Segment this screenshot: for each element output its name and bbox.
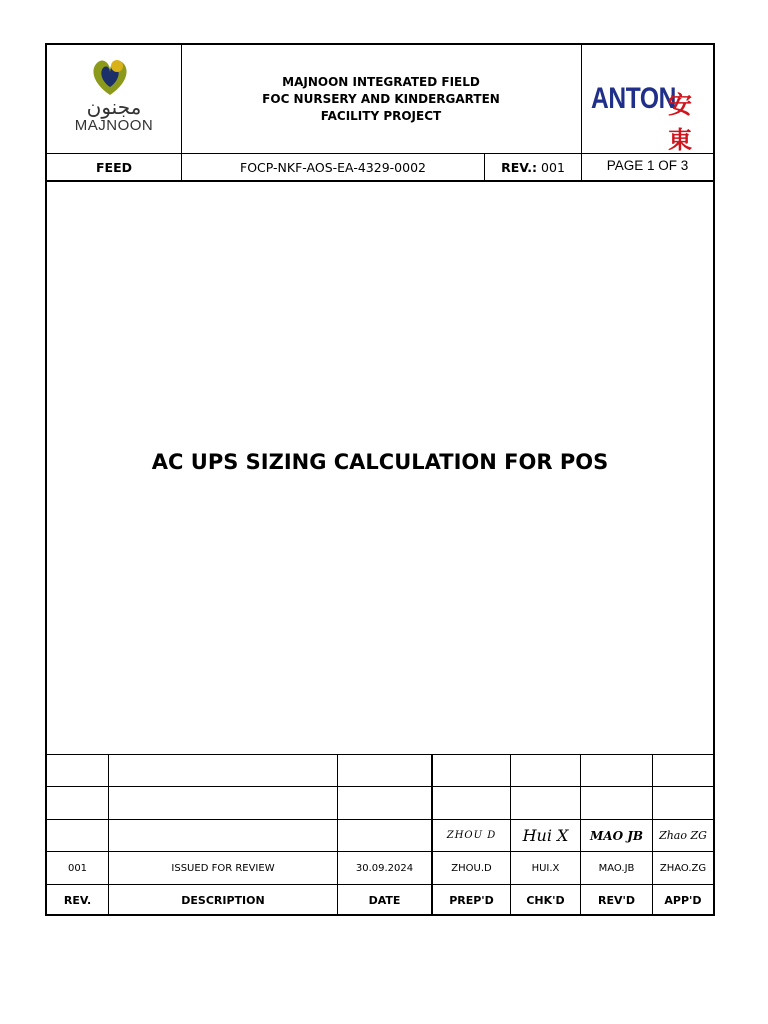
document-cover-sheet <box>45 43 715 916</box>
rev-approved-cell: ZHAO.ZG <box>659 862 707 874</box>
checked-header: CHK'D <box>526 894 565 907</box>
rev-description-cell: ISSUED FOR REVIEW <box>171 862 275 874</box>
rev-header: REV. <box>63 894 92 907</box>
checked-signature: Hui X <box>522 826 569 845</box>
rev-number-cell: 001 <box>67 862 88 874</box>
anton-logo <box>582 45 713 153</box>
rev-checked-cell: HUI.X <box>531 862 560 874</box>
reviewed-header: REV'D <box>598 894 635 907</box>
majnoon-logo <box>47 45 181 153</box>
document-title: AC UPS SIZING CALCULATION FOR POS <box>151 450 609 474</box>
rev-row-line-1 <box>47 786 713 787</box>
rev-date-cell: 30.09.2024 <box>355 862 414 874</box>
stage-label: FEED <box>96 159 132 175</box>
majnoon-leaf-emblem-icon <box>87 57 133 97</box>
rev-prepared-cell: ZHOU.D <box>451 862 492 874</box>
description-header: DESCRIPTION <box>181 894 265 907</box>
anton-chinese-wordmark: 安東 <box>668 91 692 154</box>
project-line-1: MAJNOON INTEGRATED FIELD <box>282 74 480 89</box>
project-line-3: FACILITY PROJECT <box>320 108 442 123</box>
revision-label: REV.: <box>501 159 538 175</box>
project-line-2: FOC NURSERY AND KINDERGARTEN <box>262 91 500 106</box>
majnoon-arabic-wordmark: مجنون <box>86 95 142 119</box>
revision-field <box>485 154 581 180</box>
info-row-divider <box>47 180 713 182</box>
date-header: DATE <box>368 894 401 907</box>
majnoon-latin-wordmark: MAJNOON <box>74 117 154 134</box>
reviewed-signature: MAO JB <box>589 828 644 843</box>
prepared-signature: ZHOU D <box>446 830 497 841</box>
approved-header: APP'D <box>664 894 702 907</box>
rev-reviewed-cell: MAO.JB <box>598 862 635 874</box>
revision-value: 001 <box>541 159 565 175</box>
prepared-header: PREP'D <box>449 894 494 907</box>
document-number: FOCP-NKF-AOS-EA-4329-0002 <box>240 159 426 175</box>
page-indicator: PAGE 1 OF 3 <box>606 157 689 173</box>
rev-table-top <box>47 754 713 755</box>
project-title-block <box>181 45 581 153</box>
approved-signature: Zhao ZG <box>659 829 707 842</box>
anton-latin-wordmark: ANTON <box>591 82 676 115</box>
